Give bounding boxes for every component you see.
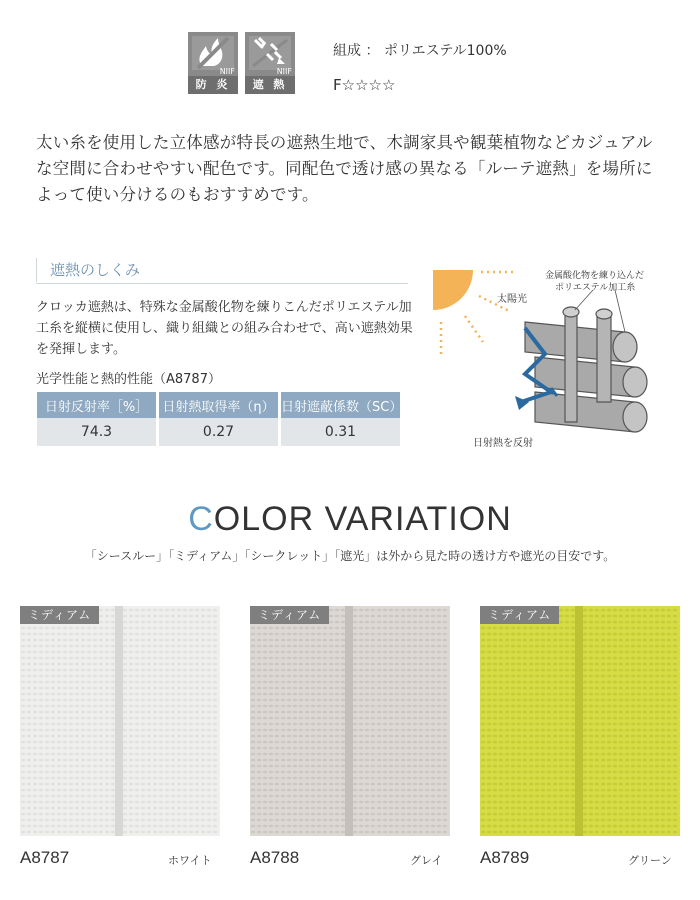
fabric-texture (250, 606, 450, 836)
badge-mark: NIIF (219, 67, 235, 76)
fabric-texture (20, 606, 220, 836)
swatch-a8787[interactable] (20, 606, 220, 836)
opacity-tag: ミディアム (250, 606, 329, 624)
header-reflectance: 日射反射率［%］ (37, 392, 156, 418)
fabric-texture (480, 606, 680, 836)
swatch-color-name: グリーン (628, 854, 672, 867)
formaldehyde-rating: F☆☆☆☆ (333, 76, 396, 94)
color-variation-subtitle: 「シースルー」「ミディアム」「シークレット」「遮光」は外から見た時の透け方や遮光の目安です。 (84, 549, 616, 563)
heat-reflection-diagram (425, 262, 675, 462)
opacity-tag: ミディアム (20, 606, 99, 624)
performance-table (34, 392, 403, 446)
yarn-label-line2: ポリエステル加工糸 (555, 283, 636, 293)
header-heat-gain: 日射熱取得率（η） (159, 392, 278, 418)
flame-retardant-badge (188, 32, 238, 94)
diagram-illustration (425, 262, 675, 462)
value-reflectance: 74.3 (37, 418, 156, 446)
mechanism-body: クロッカ遮熱は、特殊な金属酸化物を練りこんだポリエステル加工糸を縦横に使用し、織り組織との組み合わせで、高い遮熱効果を発揮します。 (36, 300, 413, 357)
section-title: 遮熱のしくみ (50, 261, 141, 279)
badge-label: 遮 熱 (252, 78, 288, 91)
color-variation-title (0, 500, 700, 539)
title-accent-letter: C (188, 500, 214, 538)
yarn-label-line1: 金属酸化物を練り込んだ (545, 271, 645, 281)
header-shading: 日射遮蔽係数（SC） (281, 392, 400, 418)
heat-shield-badge (245, 32, 295, 94)
badge-label: 防 炎 (195, 78, 231, 91)
swatch-color-name: グレイ (410, 854, 443, 867)
sun-label: 太陽光 (497, 294, 527, 305)
swatch-a8788[interactable] (250, 606, 450, 836)
title-rest: OLOR VARIATION (213, 500, 512, 538)
sun-icon (433, 270, 473, 310)
swatch-a8789[interactable] (480, 606, 680, 836)
opacity-tag: ミディアム (480, 606, 559, 624)
value-heat-gain: 0.27 (159, 418, 278, 446)
intro-text: 太い糸を使用した立体感が特長の遮熱生地で、木調家具や観葉植物などカジュアルな空間に合わせやすい配色です。同配色で透け感の異なる「ルーテ遮熱」を場所によって使い分けるのもおすすめです。 (36, 133, 653, 204)
composition-text: 組成 ： ポリエステル100% (333, 43, 507, 59)
section-divider (36, 283, 408, 284)
swatch-code: A8789 (480, 848, 530, 867)
reflect-label: 日射熱を反射 (473, 438, 533, 449)
badge-mark: NIIF (276, 67, 292, 76)
swatch-color-name: ホワイト (168, 854, 212, 867)
value-shading: 0.31 (281, 418, 400, 446)
swatch-code: A8787 (20, 848, 70, 867)
swatch-code: A8788 (250, 848, 300, 867)
table-caption: 光学性能と熱的性能（A8787） (36, 372, 221, 387)
section-marker (36, 258, 43, 282)
